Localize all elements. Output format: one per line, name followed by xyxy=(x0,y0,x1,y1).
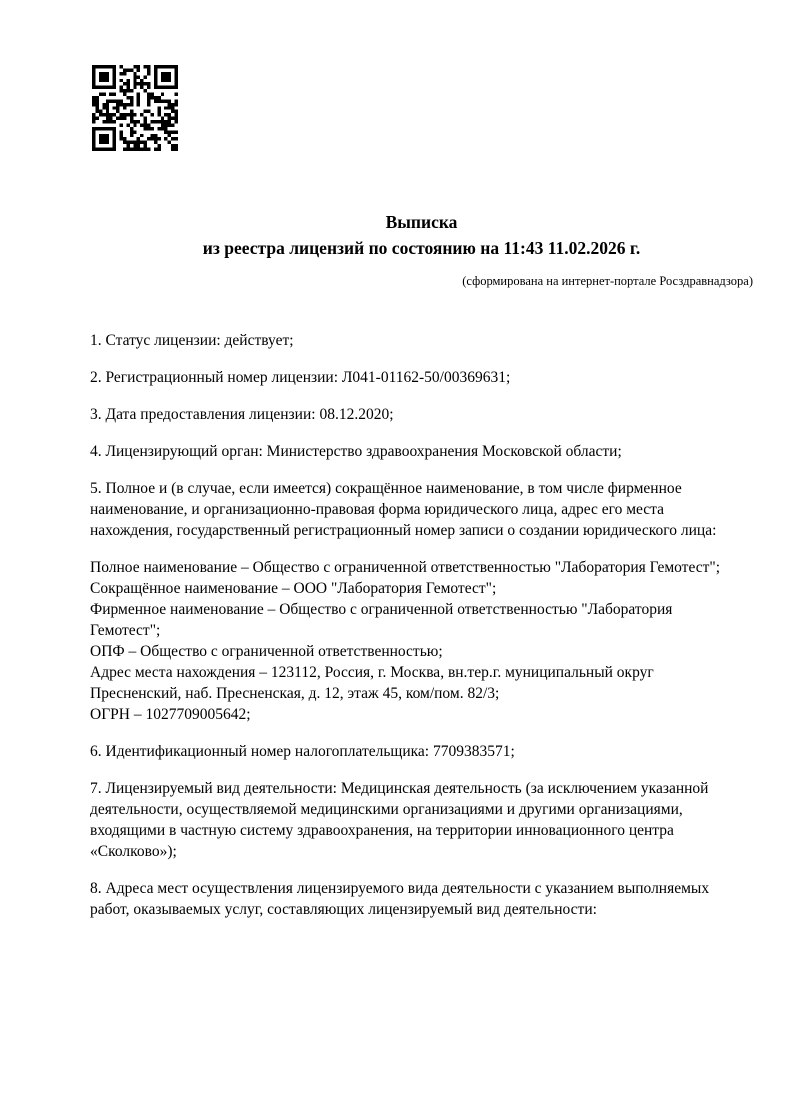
license-status-paragraph: 1. Статус лицензии: действует; xyxy=(90,332,294,349)
licensing-authority-paragraph: 4. Лицензирующий орган: Министерство здравоохранения Московской области; xyxy=(90,443,622,460)
document-title xyxy=(90,209,753,261)
entity-name-intro-paragraph: 5. Полное и (в случае, если имеется) сокращённое наименование, в том числе фирменное наименование, и организационно-правовая форма юридического лица, адрес его места нахождения, государственный регистрационный номер записи о создании юридического лица: xyxy=(90,480,717,539)
document-title-line2: из реестра лицензий по состоянию на 11:43 11.02.2026 г. xyxy=(202,238,641,258)
entity-details-block xyxy=(90,557,753,725)
qr-code-icon xyxy=(92,65,178,151)
entity-short-name-line: Сокращённое наименование – ООО "Лаборатория Гемотест"; xyxy=(90,580,497,597)
inn-paragraph: 6. Идентификационный номер налогоплательщика: 7709383571; xyxy=(90,743,515,760)
activity-addresses-paragraph: 8. Адреса мест осуществления лицензируемого вида деятельности с указанием выполняемых работ, оказываемых услуг, составляющих лицензируемый вид деятельности: xyxy=(90,880,710,918)
entity-full-name-line: Полное наименование – Общество с ограниченной ответственностью "Лаборатория Гемотест"; xyxy=(90,559,721,576)
license-grant-date-paragraph: 3. Дата предоставления лицензии: 08.12.2020; xyxy=(90,406,394,423)
license-extract-page xyxy=(0,65,789,1117)
entity-address-line: Адрес места нахождения – 123112, Россия, г. Москва, вн.тер.г. муниципальный округ Пресненский, наб. Пресненская, д. 12, этаж 45, ком/пом. 82/3; xyxy=(90,664,654,702)
entity-ogrn-line: ОГРН – 1027709005642; xyxy=(90,706,251,723)
license-reg-number-paragraph: 2. Регистрационный номер лицензии: Л041-01162-50/00369631; xyxy=(90,369,511,386)
entity-brand-name-line: Фирменное наименование – Общество с ограниченной ответственностью "Лаборатория Гемотест"; xyxy=(90,601,673,639)
document-title-line1: Выписка xyxy=(385,212,458,232)
document-subtitle: (сформирована на интернет-портале Росздравнадзора) xyxy=(462,274,753,288)
licensed-activity-paragraph: 7. Лицензируемый вид деятельности: Медицинская деятельность (за исключением указанной деятельности, осуществляемой медицинскими организациями и другими организациями, входящими в частную систему здравоохранения, на территории инновационного центра «Сколково»); xyxy=(90,780,709,860)
document-body xyxy=(90,330,753,920)
entity-opf-line: ОПФ – Общество с ограниченной ответственностью; xyxy=(90,643,443,660)
qr-code-svg xyxy=(92,65,178,151)
